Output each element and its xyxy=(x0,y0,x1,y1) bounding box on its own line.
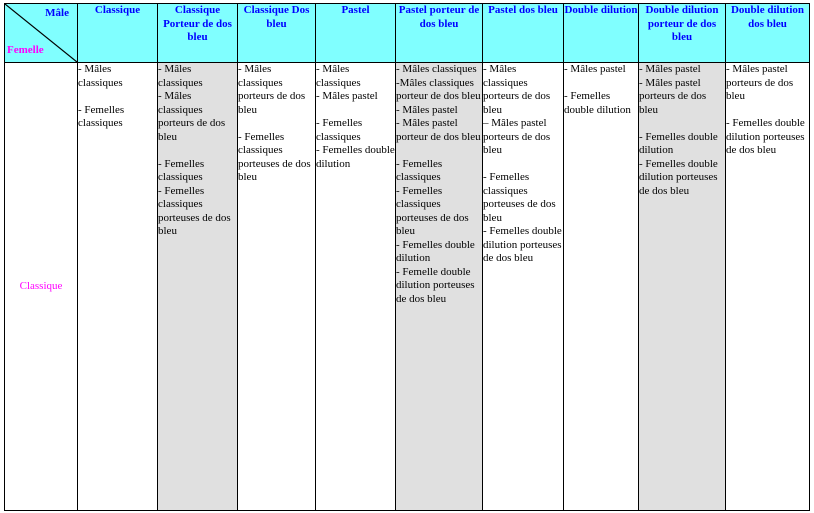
row-header-classique: Classique xyxy=(5,63,78,511)
offspring-item: - Femelles double dilution xyxy=(396,238,475,264)
result-cell xyxy=(238,63,316,511)
result-cell xyxy=(564,63,639,511)
spacer xyxy=(238,117,315,131)
column-header-pastel: Pastel xyxy=(316,4,396,63)
offspring-item: - Mâles classiques porteurs de dos bleu xyxy=(483,63,551,116)
male-label: Mâle xyxy=(45,7,69,19)
offspring-item: - Mâles classiques xyxy=(158,63,203,89)
column-header-classique: Classique xyxy=(78,4,158,63)
offspring-item: - Femelles double dilution porteuses de dos bleu xyxy=(726,117,805,156)
spacer xyxy=(396,144,482,158)
offspring-item: - Mâles pastel xyxy=(316,90,378,102)
spacer xyxy=(564,77,638,91)
offspring-item: - Femelle double dilution porteuses de dos bleu xyxy=(396,265,475,305)
column-header-classique-porteur-dos-bleu: Classique Porteur de dos bleu xyxy=(158,4,238,63)
result-cell xyxy=(396,63,483,511)
offspring-item: - Mâles pastel porteurs de dos bleu xyxy=(726,63,794,102)
spacer xyxy=(639,117,725,131)
column-header-pastel-porteur-dos-bleu: Pastel porteur de dos bleu xyxy=(396,4,483,63)
offspring-item: - Femelles double dilution xyxy=(564,90,631,116)
result-cell xyxy=(726,63,810,511)
spacer xyxy=(78,90,157,104)
result-cell xyxy=(639,63,726,511)
column-header-pastel-dos-bleu: Pastel dos bleu xyxy=(483,4,564,63)
offspring-item: - Mâles classiques xyxy=(396,63,477,75)
offspring-item: - Femelles classiques porteuses de dos bleu xyxy=(396,184,469,237)
table-row xyxy=(5,63,810,511)
offspring-item: - Femelles classiques xyxy=(78,103,125,129)
spacer xyxy=(483,158,563,172)
corner-header xyxy=(5,4,78,63)
offspring-item: - Femelles classiques porteuses de dos bleu xyxy=(483,171,556,224)
offspring-item: - Mâles classiques porteurs de dos bleu xyxy=(238,63,306,116)
offspring-item: - Femelles double dilution porteuses de dos bleu xyxy=(483,225,562,264)
spacer xyxy=(316,104,395,118)
offspring-item: - Mâles pastel porteur de dos bleu xyxy=(396,117,481,143)
offspring-item: - Femelles classiques xyxy=(396,157,443,183)
offspring-item: - Femelles classiques porteuses de dos bleu xyxy=(158,184,231,237)
offspring-item: - Femelles double dilution porteuses de dos bleu xyxy=(639,157,718,197)
offspring-item: - Femelles double dilution xyxy=(316,144,395,170)
column-header-double-dilution-dos-bleu: Double dilution dos bleu xyxy=(726,4,810,63)
offspring-item: -Mâles classiques porteur de dos bleu xyxy=(396,76,481,102)
offspring-item: - Mâles pastel xyxy=(639,63,701,75)
offspring-item: - Femelles classiques xyxy=(158,157,205,183)
spacer xyxy=(726,104,809,118)
offspring-item: - Mâles pastel porteurs de dos bleu xyxy=(639,76,707,116)
result-cell xyxy=(483,63,564,511)
female-label: Femelle xyxy=(7,43,44,56)
result-cell xyxy=(316,63,396,511)
offspring-item: - Femelles double dilution xyxy=(639,130,718,156)
genetics-table xyxy=(4,3,810,511)
offspring-item: - Mâles pastel xyxy=(564,63,626,75)
column-header-double-dilution-porteur-dos-bleu: Double dilution porteur de dos bleu xyxy=(639,4,726,63)
header-row xyxy=(5,4,810,63)
result-cell xyxy=(78,63,158,511)
column-header-classique-dos-bleu: Classique Dos bleu xyxy=(238,4,316,63)
offspring-item: - Femelles classiques xyxy=(316,117,363,143)
offspring-item: - Mâles classiques xyxy=(316,63,361,89)
offspring-item: – Mâles pastel porteurs de dos bleu xyxy=(483,117,551,156)
offspring-item: - Mâles classiques porteurs de dos bleu xyxy=(158,90,226,143)
result-cell xyxy=(158,63,238,511)
spacer xyxy=(158,144,237,158)
column-header-double-dilution: Double dilution xyxy=(564,4,639,63)
offspring-item: - Mâles classiques xyxy=(78,63,123,89)
offspring-item: - Mâles pastel xyxy=(396,103,458,116)
offspring-item: - Femelles classiques porteuses de dos bleu xyxy=(238,130,311,183)
